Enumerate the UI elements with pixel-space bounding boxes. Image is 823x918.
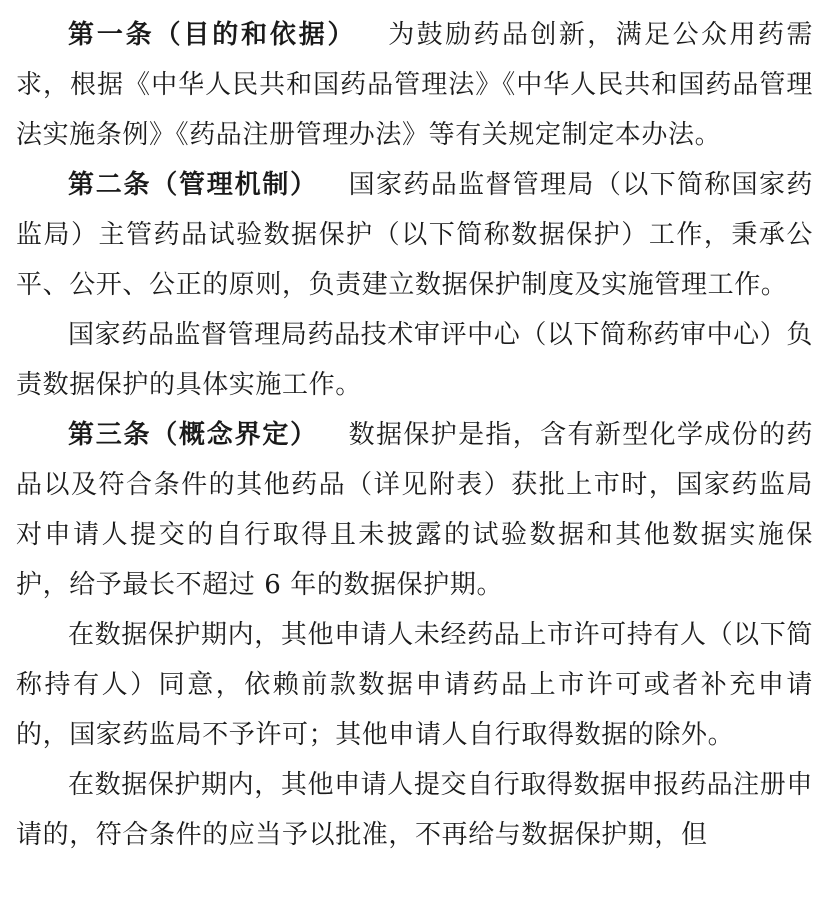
article-1-text: 为鼓励药品创新，满足公众用药需求，根据《中华人民共和国药品管理法》《中华人民共和国药品管理法实施条例》《药品注册管理办法》等有关规定制定本办法。 [16,20,813,150]
article-3-paragraph-3-text: 在数据保护期内，其他申请人提交自行取得数据申报药品注册申请的，符合条件的应当予以批准，不再给与数据保护期，但 [16,770,813,850]
article-2 [16,160,813,310]
article-3-paragraph-3 [16,760,813,860]
article-1-heading: 第一条（目的和依据） [68,20,357,50]
article-3-text: 数据保护是指，含有新型化学成份的药品以及符合条件的其他药品（详见附表）获批上市时，国家药监局对申请人提交的自行取得且未披露的试验数据和其他数据实施保护，给予最长不超过 6 年的数据保护期。 [16,420,813,600]
article-2-text: 国家药品监督管理局（以下简称国家药监局）主管药品试验数据保护（以下简称数据保护）工作，秉承公平、公开、公正的原则，负责建立数据保护制度及实施管理工作。 [16,170,813,300]
article-2-paragraph-2-text: 国家药品监督管理局药品技术审评中心（以下简称药审中心）负责数据保护的具体实施工作。 [16,320,813,400]
article-2-paragraph-2 [16,310,813,410]
article-3-paragraph-2-text: 在数据保护期内，其他申请人未经药品上市许可持有人（以下简称持有人）同意，依赖前款数据申请药品上市许可或者补充申请的，国家药监局不予许可；其他申请人自行取得数据的除外。 [16,620,813,750]
article-3 [16,410,813,610]
article-1 [16,10,813,160]
article-2-heading: 第二条（管理机制） [68,170,318,200]
document-page [16,10,813,860]
article-3-paragraph-2 [16,610,813,760]
article-3-heading: 第三条（概念界定） [68,420,318,450]
